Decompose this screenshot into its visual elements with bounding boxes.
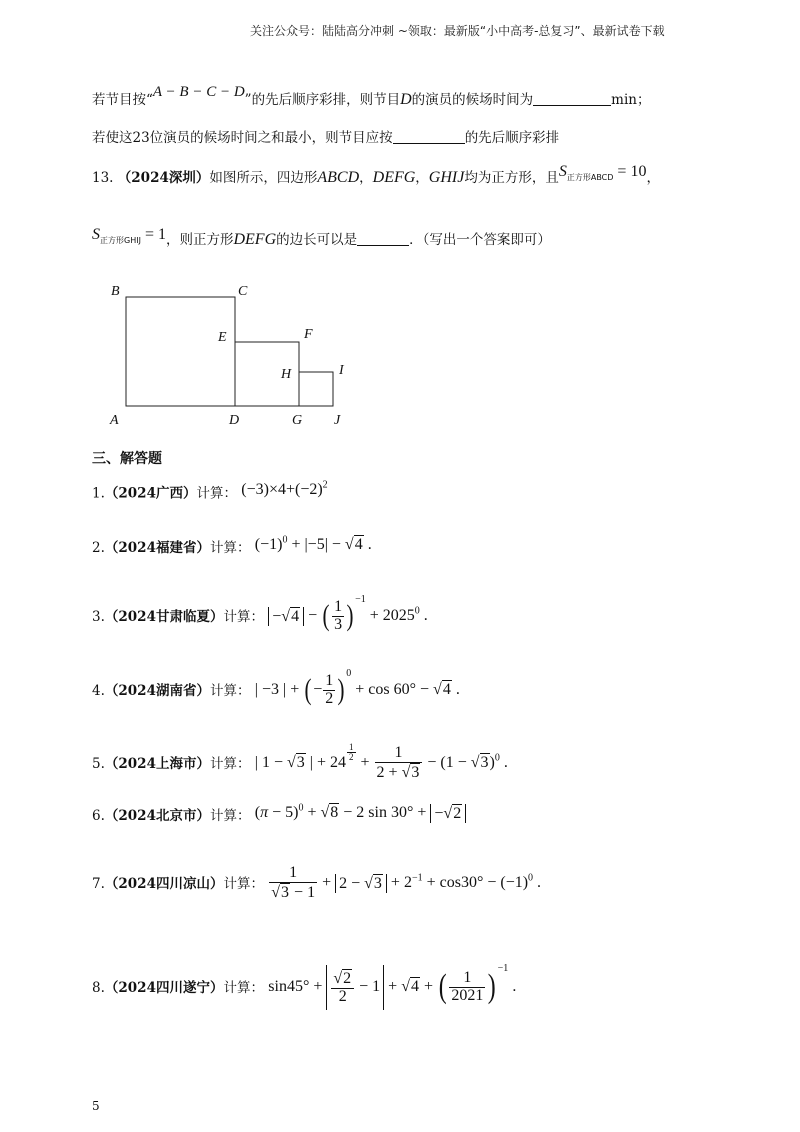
page-number: 5	[92, 1099, 100, 1113]
label-f: F	[304, 327, 313, 342]
label-g: G	[292, 413, 303, 428]
label-j: J	[334, 413, 341, 428]
problem-3-expr: −√4 − ( $\frac{1}{3}$ )$^{-1} + 2025^0$ .	[268, 607, 428, 624]
problem-2: 2.（2024福建省）计算： $(-1)^0 + |-5| - √4$ .	[92, 534, 372, 556]
label-c: C	[238, 284, 248, 299]
problem-7-expr: $\frac{1}{√3 - 1}$ + $2 - √3 + 2^{-1} + \cos 30^\circ - (-1)^0$ .	[271, 864, 542, 901]
label-a: A	[110, 413, 119, 428]
problem-4: 4.（2024湖南省）计算： | −3 | + (− $\frac{1}{2}$ )$^0$ + cos 60° − √4 .	[92, 667, 460, 707]
square-abcd	[126, 297, 235, 406]
problem-8-expr: sin45° + $\frac{√2}{2}$ − 1 + √4 + ( $\frac{1}{2021}$ )$^{-1}$ .	[268, 978, 516, 995]
problem-7: 7.（2024四川凉山）计算： $\frac{1}{√3 - 1}$ + $2 - √3 + 2^{-1} + \cos 30^\circ - (-1)^0$ .	[92, 864, 542, 901]
problem-2-expr: $(-1)^0 + |-5| - √4$ .	[254, 534, 372, 553]
problem-1: 1.（2024广西）计算： $(-3)\times 4+(-2)^2$	[92, 480, 328, 502]
problem-8: 8.（2024四川遂宁）计算： sin45° + $\frac{√2}{2}$ − 1 + √4 + ( $\frac{1}{2021}$ )$^{-1}$ .	[92, 966, 516, 1011]
q12-line1: 若节目按“A − B − C − D”的先后顺序彩排，则节目D的演员的候场时间为 min；	[92, 84, 651, 108]
answer-blank-order	[393, 131, 465, 144]
label-i: I	[339, 363, 344, 378]
problem-6: 6.（2024北京市）计算： $(\pi - 5)^0 + √8 - 2$ sin 30° + −√2	[92, 806, 466, 826]
label-d: D	[229, 413, 240, 428]
q12-line2: 若使这23位演员的候场时间之和最小，则节目应按 的先后顺序彩排	[92, 130, 560, 146]
label-e: E	[218, 330, 227, 345]
q13-line2: $S_{正方形GHIJ} = 1$，则正方形DEFG的边长可以是 ．（写出一个答案即可）	[92, 226, 551, 248]
page-header: 关注公众号：陆陆高分冲刺 ~领取：最新版“小中高考-总复习”、最新试卷下载	[250, 24, 665, 38]
label-b: B	[111, 284, 120, 299]
problem-5: 5.（2024上海市）计算： | 1 − √3 | + 24 $^{\frac{1}{2}}$ + $\frac{1}{2 + √3}$ − $(1 - √3)^0$ .	[92, 741, 508, 781]
problem-6-expr: $(\pi - 5)^0 + √8 - 2$ sin 30° + −√2	[255, 804, 466, 821]
square-ghij	[299, 372, 333, 406]
problem-3: 3.（2024甘肃临夏）计算： −√4 − ( $\frac{1}{3}$ )$^{-1} + 2025^0$ .	[92, 593, 428, 633]
order-abcd: A − B − C − D	[152, 84, 245, 100]
problem-5-expr: | 1 − √3 | + 24 $^{\frac{1}{2}}$ + $\frac{1}{2 + √3}$ − $(1 - √3)^0$ .	[254, 741, 508, 781]
problem-1-expr: $(-3)\times 4+(-2)^2$	[241, 480, 328, 499]
answer-blank-side	[357, 233, 409, 246]
q13-line1: 13. （2024深圳）如图所示，四边形ABCD，DEFG，GHIJ均为正方形，且$S_{正方形ABCD} = 10$，	[92, 163, 660, 186]
answer-blank-time	[533, 93, 611, 106]
section-title: 三、解答题	[92, 451, 162, 467]
problem-4-expr: | −3 | + (− $\frac{1}{2}$ )$^0$ + cos 60° − √4 .	[254, 667, 460, 707]
label-h: H	[281, 367, 292, 382]
squares-figure	[100, 278, 360, 428]
